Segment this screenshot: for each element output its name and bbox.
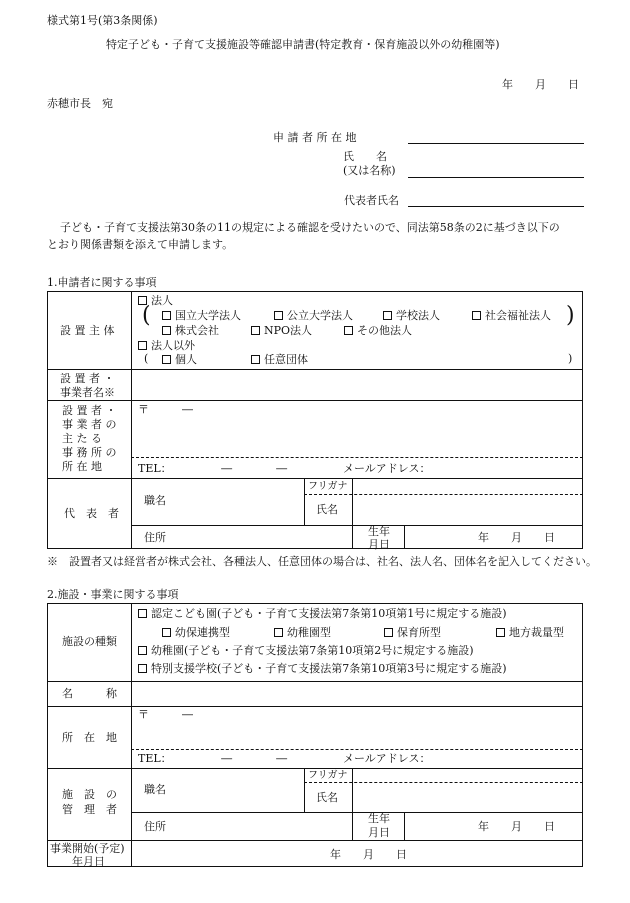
kojin-checkbox[interactable]: 個人 [162, 353, 197, 367]
checkbox-icon [383, 311, 392, 320]
rep-seinen-label-1: 生年 [368, 525, 390, 538]
checkbox-icon [274, 311, 283, 320]
hojin-checkbox[interactable]: 法人 [138, 294, 173, 308]
facility-name-field[interactable] [132, 682, 582, 706]
kabushiki-checkbox[interactable]: 株式会社 [162, 324, 219, 338]
rep-shokumei-label: 職名 [144, 494, 166, 507]
intro-line-1: 子ども・子育て支援法第30条の11の規定による確認を受けたいので、同法第58条の2に基づき以下の [60, 221, 560, 234]
checkbox-icon [138, 341, 147, 350]
bracket-left-2-icon: ( [144, 352, 149, 365]
checkbox-icon [251, 326, 260, 335]
owner-tel[interactable]: TEL： ― ― [138, 462, 288, 475]
checkbox-icon [472, 311, 481, 320]
section1-table [47, 291, 583, 549]
checkbox-icon [162, 628, 171, 637]
owner-postal[interactable]: 〒 ― [138, 403, 193, 416]
mgr-furigana-label: フリガナ [308, 770, 348, 781]
hojin-igai-checkbox[interactable]: 法人以外 [138, 339, 195, 353]
mgr-shimei-label: 氏名 [316, 791, 338, 804]
chiho-checkbox[interactable]: 地方裁量型 [496, 626, 564, 640]
checkbox-icon [344, 326, 353, 335]
mgr-label-2: 管 理 者 [62, 803, 117, 816]
bracket-right-icon: ) [566, 303, 575, 328]
facility-postal[interactable]: 〒 ― [138, 708, 193, 721]
mgr-label-1: 施 設 の [62, 788, 117, 801]
fukushi-checkbox[interactable]: 社会福祉法人 [472, 309, 551, 323]
checkbox-icon [138, 646, 147, 655]
sonota-checkbox[interactable]: その他法人 [344, 324, 412, 338]
mgr-jusho-label: 住所 [144, 820, 166, 833]
rep-label: 代 表 者 [64, 507, 119, 520]
owner-name-field[interactable] [132, 370, 582, 400]
rep-jusho-label: 住所 [144, 531, 166, 544]
hoikusho-checkbox[interactable]: 保育所型 [384, 626, 441, 640]
mgr-seinen-label-1: 生年 [368, 812, 390, 825]
owner-mail[interactable]: メールアドレス： [343, 462, 431, 475]
rep-furigana-label: フリガナ [308, 481, 348, 492]
date-line: 年 月 日 [502, 78, 579, 91]
owner-addr-label-4: 事 務 所 の [62, 446, 117, 459]
koritsu-checkbox[interactable]: 公立大学法人 [274, 309, 353, 323]
start-date[interactable]: 年 月 日 [330, 848, 407, 861]
yochien-gata-checkbox[interactable]: 幼稚園型 [274, 626, 331, 640]
rep-birthdate[interactable]: 年 月 日 [478, 531, 555, 544]
checkbox-icon [162, 311, 171, 320]
applicant-name-field[interactable] [408, 177, 584, 178]
rep-shimei-label: 氏名 [316, 503, 338, 516]
gakko-checkbox[interactable]: 学校法人 [383, 309, 440, 323]
applicant-address-label: 申 請 者 所 在 地 [273, 131, 357, 144]
checkbox-icon [496, 628, 505, 637]
checkbox-icon [138, 609, 147, 618]
kokuritsu-checkbox[interactable]: 国立大学法人 [162, 309, 241, 323]
mgr-birthdate[interactable]: 年 月 日 [478, 820, 555, 833]
section1-heading: 1.申請者に関する事項 [47, 276, 157, 289]
checkbox-icon [274, 628, 283, 637]
facility-mail[interactable]: メールアドレス： [343, 752, 431, 765]
bracket-right-2-icon: ) [568, 352, 573, 365]
checkbox-icon [162, 326, 171, 335]
nini-checkbox[interactable]: 任意団体 [251, 353, 308, 367]
owner-addr-label-2: 事 業 者 の [62, 418, 117, 431]
checkbox-icon [251, 355, 260, 364]
rep-seinen-label-2: 月日 [368, 538, 390, 551]
applicant-name-sub: (又は名称) [343, 164, 396, 177]
start-label-1: 事業開始(予定) [50, 842, 125, 855]
section2-heading: 2.施設・事業に関する事項 [47, 588, 179, 601]
mgr-seinen-label-2: 月日 [368, 826, 390, 839]
facility-tel[interactable]: TEL： ― ― [138, 752, 288, 765]
intro-line-2: とおり関係書類を添えて申請します。 [47, 238, 234, 251]
npo-checkbox[interactable]: NPO法人 [251, 324, 312, 338]
nintei-checkbox[interactable]: 認定こども園(子ども・子育て支援法第7条第10項第1号に規定する施設) [138, 607, 507, 621]
representative-field[interactable] [408, 206, 584, 207]
bracket-left-icon: ( [142, 303, 151, 328]
owner-addr-label-1: 設 置 者 ・ [62, 404, 117, 417]
facility-name-label: 名 称 [62, 687, 117, 700]
yoho-checkbox[interactable]: 幼保連携型 [162, 626, 230, 640]
addressee: 赤穂市長 宛 [47, 97, 113, 110]
form-title: 特定子ども・子育て支援施設等確認申請書(特定教育・保育施設以外の幼稚園等) [106, 38, 500, 51]
form-number: 様式第1号(第3条関係) [47, 14, 158, 27]
checkbox-icon [162, 355, 171, 364]
setchi-label: 設 置 主 体 [60, 324, 115, 337]
applicant-address-field[interactable] [408, 143, 584, 144]
checkbox-icon [138, 664, 147, 673]
yochien-checkbox[interactable]: 幼稚園(子ども・子育て支援法第7条第10項第2号に規定する施設) [138, 644, 474, 658]
owner-addr-label-5: 所 在 地 [62, 460, 102, 473]
mgr-shokumei-label: 職名 [144, 783, 166, 796]
representative-label: 代表者氏名 [344, 194, 399, 207]
owner-name-label-1: 設 置 者 ・ [60, 372, 115, 385]
owner-addr-label-3: 主 た る [62, 432, 102, 445]
start-label-2: 年月日 [72, 855, 105, 868]
facility-addr-label: 所 在 地 [62, 731, 117, 744]
section1-note: ※ 設置者又は経営者が株式会社、各種法人、任意団体の場合は、社名、法人名、団体名を記入してください。 [47, 555, 597, 568]
tokubetsu-checkbox[interactable]: 特別支援学校(子ども・子育て支援法第7条第10項第3号に規定する施設) [138, 662, 507, 676]
checkbox-icon [384, 628, 393, 637]
applicant-name-label: 氏 名 [343, 150, 387, 163]
owner-name-label-2: 事業者名※ [60, 386, 115, 399]
type-label: 施設の種類 [62, 635, 117, 648]
